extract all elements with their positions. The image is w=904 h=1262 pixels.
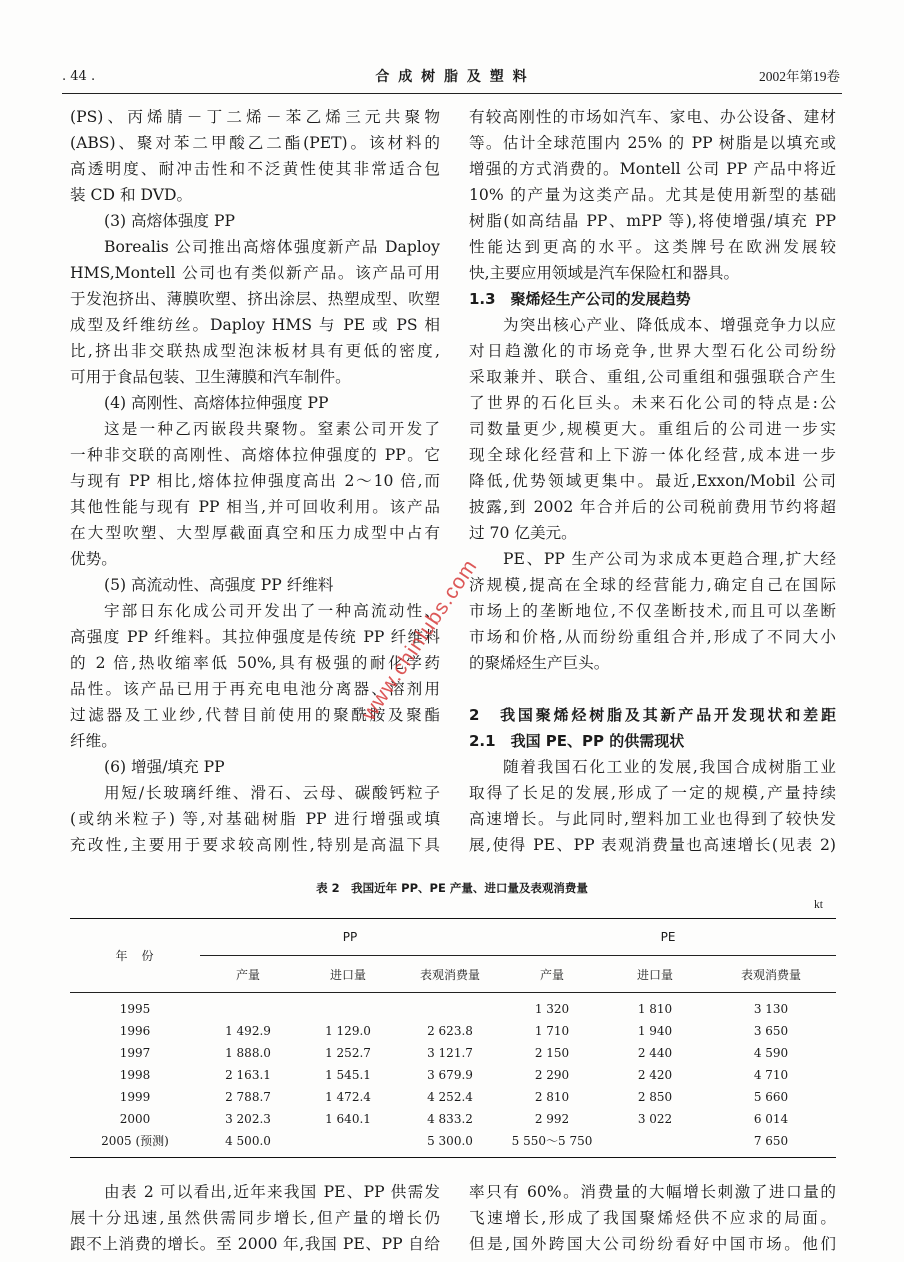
subsection-title: (5) 高流动性、高强度 PP 纤维料: [104, 576, 334, 594]
column-header: 产量: [200, 956, 296, 993]
table-cell: [296, 993, 400, 1021]
text-line: (ABS)、聚对苯二甲酸乙二酯(PET)。该材料的: [70, 134, 440, 152]
text-line: 跟不上消费的增长。至 2000 年,我国 PE、PP 自给: [70, 1235, 440, 1253]
table-cell: 1 252.7: [325, 1046, 371, 1060]
text-line: 司数量更少,规模更大。重组后的公司进一步实: [469, 420, 836, 438]
year-cell: 1998: [119, 1068, 151, 1082]
table-cell: [400, 993, 500, 1021]
text-line: 充改性,主要用于要求较高刚性,特别是高温下具: [70, 836, 440, 854]
text-line: 降低,优势领域更集中。最近,Exxon/Mobil 公司: [469, 472, 836, 490]
table-cell: 4 252.4: [427, 1090, 473, 1104]
text-line: 飞速增长,形成了我国聚烯烃供不应求的局面。: [469, 1209, 836, 1227]
text-line: 了世界的石化巨头。未来石化公司的特点是:公: [469, 394, 836, 412]
column-header: 进口量: [296, 956, 400, 993]
table-row: [70, 1130, 836, 1158]
text-line: 对日趋激化的市场竞争,世界大型石化公司纷纷: [469, 342, 836, 360]
table-cell: 6 014: [753, 1112, 789, 1126]
table-cell: [296, 1130, 400, 1158]
text-line: 在大型吹塑、大型厚截面真空和压力成型中占有: [70, 524, 440, 542]
column-header: 表观消费量: [400, 956, 500, 993]
text-line: 的聚烯烃生产巨头。: [469, 654, 610, 672]
text-line: (或纳米粒子) 等,对基础树脂 PP 进行增强或填: [70, 810, 440, 828]
table-cell: 3 121.7: [427, 1046, 473, 1060]
column-header: 进口量: [604, 956, 706, 993]
table-cell: 2 440: [637, 1046, 673, 1060]
text-line: 的 2 倍,热收缩率低 50%,具有极强的耐化学药: [70, 654, 440, 672]
text-line: 采取兼并、联合、重组,公司重组和强强联合产生: [469, 368, 836, 386]
watermark: www.chinlubs.com: [357, 555, 482, 725]
data-table: [70, 918, 836, 1158]
text-line: 高速增长。与此同时,塑料加工业也得到了较快发: [469, 810, 836, 828]
table-cell: 2 992: [534, 1112, 570, 1126]
text-line: 一种非交联的高刚性、高熔体拉伸强度的 PP。它: [70, 446, 440, 464]
text-line: 优势。: [70, 550, 117, 568]
table-cell: 5 300.0: [427, 1134, 473, 1148]
text-line: 等。估计全球范围内 25% 的 PP 树脂是以填充或: [469, 134, 836, 152]
text-line: 取得了长足的发展,形成了一定的规模,产量持续: [469, 784, 836, 802]
table-cell: 5 660: [753, 1090, 789, 1104]
table-cell: 2 150: [534, 1046, 570, 1060]
table-caption: 表 2 我国近年 PP、PE 产量、进口量及表观消费量: [316, 881, 588, 895]
year-cell: 1995: [119, 1002, 151, 1016]
table-row: [70, 1086, 836, 1108]
table-unit: kt: [814, 899, 823, 911]
table-cell: 1 640.1: [325, 1112, 371, 1126]
year-cell: 1997: [119, 1046, 151, 1060]
text-line: 济规模,提高在全球的经营能力,确定自己在国际: [469, 576, 836, 594]
table-cell: 1 545.1: [325, 1068, 371, 1082]
text-line: 为突出核心产业、降低成本、增强竞争力以应: [503, 316, 836, 334]
text-line: Borealis 公司推出高熔体强度新产品 Daploy: [104, 238, 440, 256]
table-cell: 1 129.0: [325, 1024, 371, 1038]
subsection-title: (6) 增强/填充 PP: [104, 758, 225, 776]
text-line: 由表 2 可以看出,近年来我国 PE、PP 供需发: [104, 1183, 440, 1201]
text-line: 于发泡挤出、薄膜吹塑、挤出涂层、热塑成型、吹塑: [70, 290, 440, 308]
subsection-title: (3) 高熔体强度 PP: [104, 212, 235, 230]
table-cell: 1 710: [534, 1024, 570, 1038]
text-line: 快,主要应用领域是汽车保险杠和器具。: [469, 264, 740, 282]
text-line: 展,使得 PE、PP 表观消费量也高速增长(见表 2): [469, 836, 836, 854]
text-line: 比,挤出非交联热成型泡沫板材具有更低的密度,: [70, 342, 440, 360]
bottom-left-column: [70, 1179, 440, 1257]
table-cell: 2 290: [534, 1068, 570, 1082]
text-line: (PS)、丙烯腈－丁二烯－苯乙烯三元共聚物: [70, 108, 440, 126]
table-cell: 3 679.9: [427, 1068, 473, 1082]
text-line: 有较高刚性的市场如汽车、家电、办公设备、建材: [469, 108, 836, 126]
table-cell: 4 710: [753, 1068, 789, 1082]
table-cell: 5 550～5 750: [511, 1134, 593, 1148]
text-line: 增强的方式消费的。Montell 公司 PP 产品中将近: [469, 160, 836, 178]
text-line: 过滤器及工业纱,代替目前使用的聚酰胺及聚酯: [70, 706, 440, 724]
text-line: 过 70 亿美元。: [469, 524, 577, 542]
subsection-heading: 2.1 我国 PE、PP 的供需现状: [469, 732, 685, 750]
table-cell: 2 850: [637, 1090, 673, 1104]
text-line: 高强度 PP 纤维料。其拉伸强度是传统 PP 纤维料: [70, 628, 440, 646]
bottom-right-column: [469, 1179, 836, 1257]
left-column: [70, 104, 440, 858]
table-row: [70, 1064, 836, 1086]
table-cell: 4 833.2: [427, 1112, 473, 1126]
text-line: 性能达到更高的水平。这类牌号在欧洲发展较: [469, 238, 836, 256]
table-row: [70, 1108, 836, 1130]
group-header-pe: PE: [500, 919, 836, 956]
year-cell: 2000: [119, 1112, 151, 1126]
text-line: 可用于食品包装、卫生薄膜和汽车制件。: [70, 368, 351, 386]
table-cell: 3 022: [637, 1112, 673, 1126]
table-cell: 1 492.9: [225, 1024, 271, 1038]
text-line: 宇部日东化成公司开发出了一种高流动性、: [104, 602, 440, 620]
text-line: PE、PP 生产公司为求成本更趋合理,扩大经: [503, 550, 836, 568]
text-line: 10% 的产量为这类产品。尤其是使用新型的基础: [469, 186, 836, 204]
column-header: 产量: [500, 956, 604, 993]
year-cell: 1999: [119, 1090, 151, 1104]
table-cell: 7 650: [753, 1134, 789, 1148]
section-heading: 2 我国聚烯烃树脂及其新产品开发现状和差距: [469, 706, 836, 724]
year-cell: 1996: [119, 1024, 151, 1038]
year-header: 年 份: [70, 919, 200, 993]
table-cell: 1 472.4: [325, 1090, 371, 1104]
header-rule: [62, 93, 842, 94]
table-cell: 3 650: [753, 1024, 789, 1038]
text-line: 率只有 60%。消费量的大幅增长刺激了进口量的: [469, 1183, 836, 1201]
table-cell: 2 420: [637, 1068, 673, 1082]
text-line: 成型及纤维纺丝。Daploy HMS 与 PE 或 PS 相: [70, 316, 440, 334]
table-cell: 2 788.7: [225, 1090, 271, 1104]
text-line: 装 CD 和 DVD。: [70, 186, 193, 204]
text-line: 市场上的垄断地位,不仅垄断技术,而且可以垄断: [469, 602, 836, 620]
table-cell: 2 163.1: [225, 1068, 271, 1082]
table-cell: 1 940: [637, 1024, 673, 1038]
subsection-title: (4) 高刚性、高熔体拉伸强度 PP: [104, 394, 329, 412]
table-cell: 1 320: [534, 1002, 570, 1016]
table-cell: 3 130: [753, 1002, 789, 1016]
text-line: HMS,Montell 公司也有类似新产品。该产品可用: [70, 264, 440, 282]
text-line: 其他性能与现有 PP 相当,并可回收利用。该产品: [70, 498, 440, 516]
text-line: 展十分迅速,虽然供需同步增长,但产量的增长仍: [70, 1209, 440, 1227]
text-line: 用短/长玻璃纤维、滑石、云母、碳酸钙粒子: [104, 784, 440, 802]
table-cell: 4 500.0: [225, 1134, 271, 1148]
text-line: 纤维。: [70, 732, 117, 750]
text-line: 随着我国石化工业的发展,我国合成树脂工业: [503, 758, 836, 776]
right-column: [469, 104, 836, 858]
table-cell: 2 623.8: [427, 1024, 473, 1038]
table-cell: 4 590: [753, 1046, 789, 1060]
table-cell: 2 810: [534, 1090, 570, 1104]
table-cell: 1 888.0: [225, 1046, 271, 1060]
text-line: 树脂(如高结晶 PP、mPP 等),将使增强/填充 PP: [469, 212, 836, 230]
text-line: 现全球化经营和上下游一体化经营,成本进一步: [469, 446, 836, 464]
text-line: 这是一种乙丙嵌段共聚物。窒素公司开发了: [104, 420, 440, 438]
section-heading: 1.3 聚烯烃生产公司的发展趋势: [469, 290, 691, 308]
table-row: [70, 993, 836, 1021]
table-cell: [200, 993, 296, 1021]
text-line: 高透明度、耐冲击性和不泛黄性使其非常适合包: [70, 160, 440, 178]
year-cell: 2005 (预测): [101, 1134, 169, 1148]
group-header-pp: PP: [200, 919, 500, 956]
table-cell: [604, 1130, 706, 1158]
text-line: 与现有 PP 相比,熔体拉伸强度高出 2～10 倍,而: [70, 472, 440, 490]
issue-label: 2002年第19卷: [759, 69, 840, 84]
text-line: 披露,到 2002 年合并后的公司税前费用节约将超: [469, 498, 836, 516]
table-row: [70, 1042, 836, 1064]
column-header: 表观消费量: [706, 956, 836, 993]
text-line: 市场和价格,从而纷纷重组合并,形成了不同大小: [469, 628, 836, 646]
text-line: 但是,国外跨国大公司纷纷看好中国市场。他们: [469, 1235, 836, 1253]
table-cell: 3 202.3: [225, 1112, 271, 1126]
table-cell: 1 810: [637, 1002, 673, 1016]
blank-line: [469, 676, 836, 702]
journal-title: 合 成 树 脂 及 塑 料: [375, 69, 529, 85]
table-row: [70, 1020, 836, 1042]
text-line: 品性。该产品已用于再充电电池分离器、溶剂用: [70, 680, 440, 698]
page-number: . 44 .: [62, 69, 96, 84]
